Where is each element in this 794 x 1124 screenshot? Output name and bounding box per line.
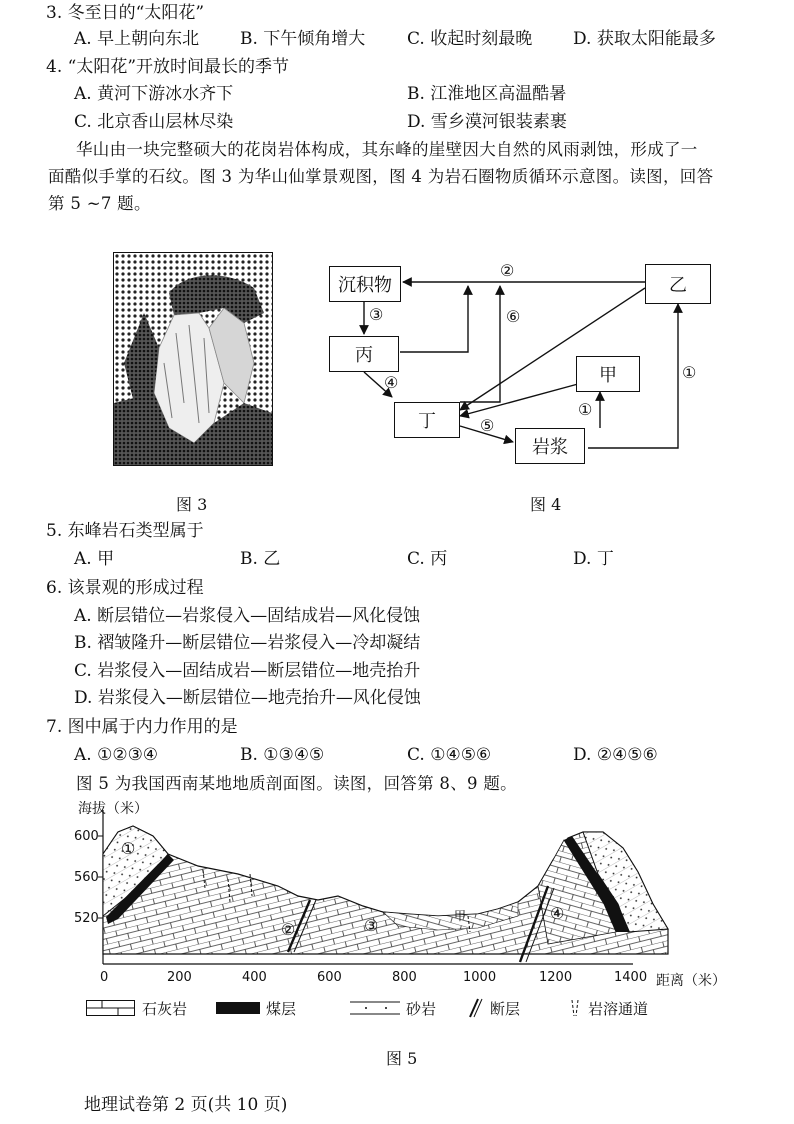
q4-option-d: D. 雪乡漠河银装素裹 xyxy=(407,112,567,132)
q5-option-c: C. 丙 xyxy=(407,549,448,569)
legend-sandstone-swatch xyxy=(350,1000,400,1016)
fig5-ytick-520: 520 xyxy=(74,911,99,926)
q3-option-c: C. 收起时刻最晚 xyxy=(407,29,533,49)
q6-stem: 6. 该景观的形成过程 xyxy=(46,578,204,598)
q7-option-c: C. ①④⑤⑥ xyxy=(407,745,492,765)
page-footer: 地理试卷第 2 页(共 10 页) xyxy=(84,1095,288,1115)
q7-option-b: B. ①③④⑤ xyxy=(240,745,325,765)
q5-option-d: D. 丁 xyxy=(573,549,614,569)
fig5-x-axis-label: 距离（米） xyxy=(656,973,726,989)
q5-option-b: B. 乙 xyxy=(240,549,281,569)
q5-option-a: A. 甲 xyxy=(74,549,115,569)
fig5-xtick-0: 0 xyxy=(100,970,109,985)
legend-karst-channel-label: 岩溶通道 xyxy=(588,1000,649,1018)
q5-stem: 5. 东峰岩石类型属于 xyxy=(46,521,204,541)
q3-option-a: A. 早上朝向东北 xyxy=(74,29,200,49)
fig5-xtick-400: 400 xyxy=(242,970,267,985)
fig5-xtick-800: 800 xyxy=(392,970,417,985)
box-yi: 乙 xyxy=(645,264,711,304)
box-sediment: 沉积物 xyxy=(329,266,401,302)
fig5-ytick-600: 600 xyxy=(74,829,99,844)
fig5-label-4: ④ xyxy=(550,904,565,923)
legend-limestone-label: 石灰岩 xyxy=(142,1000,188,1018)
q6-option-c: C. 岩浆侵入—固结成岩—断层错位—地壳抬升 xyxy=(74,661,421,681)
q7-stem: 7. 图中属于内力作用的是 xyxy=(46,717,238,737)
q4-option-c: C. 北京香山层林尽染 xyxy=(74,112,234,132)
fig5-label-3: ③ xyxy=(364,916,379,935)
q6-option-d: D. 岩浆侵入—断层错位—地壳抬升—风化侵蚀 xyxy=(74,688,421,708)
box-jia: 甲 xyxy=(576,356,640,392)
legend-fault-label: 断层 xyxy=(490,1000,521,1018)
q7-option-a: A. ①②③④ xyxy=(74,745,159,765)
intro-paragraph xyxy=(48,136,768,217)
figure-3-caption: 图 3 xyxy=(176,495,208,514)
legend-coal-swatch xyxy=(216,1002,260,1014)
q3-option-b: B. 下午倾角增大 xyxy=(240,29,366,49)
legend-limestone-swatch xyxy=(86,1000,136,1016)
legend-coal-label: 煤层 xyxy=(266,1000,297,1018)
profile-drawing xyxy=(78,804,748,994)
intro-line-1: 华山由一块完整硕大的花岗岩体构成，其东峰的崖壁因大自然的风雨剥蚀，形成了一 xyxy=(76,140,698,159)
arrow-label-3: ③ xyxy=(369,305,384,324)
intro-line-3: 第 5 ~7 题。 xyxy=(48,194,151,213)
fig5-xtick-1400: 1400 xyxy=(614,970,648,985)
fig5-y-axis-label: 海拔（米） xyxy=(78,801,148,817)
cliff-photo-image xyxy=(114,253,272,465)
figure-4-diagram xyxy=(320,252,740,472)
box-ding: 丁 xyxy=(394,402,460,438)
arrow-label-5: ⑤ xyxy=(480,416,495,435)
arrow-label-2: ② xyxy=(500,261,515,280)
fig5-xtick-200: 200 xyxy=(167,970,192,985)
fig5-legend xyxy=(86,996,756,1022)
fig5-ytick-560: 560 xyxy=(74,870,99,885)
q4-option-a: A. 黄河下游冰水齐下 xyxy=(74,84,234,104)
fig5-xtick-600: 600 xyxy=(317,970,342,985)
legend-fault-swatch xyxy=(466,998,486,1018)
box-bing: 丙 xyxy=(329,336,399,372)
intro-fig5: 图 5 为我国西南某地地质剖面图。读图，回答第 8、9 题。 xyxy=(76,774,517,793)
q3-stem: 3. 冬至日的“太阳花” xyxy=(46,3,205,23)
q6-option-b: B. 褶皱隆升—断层错位—岩浆侵入—冷却凝结 xyxy=(74,633,421,653)
fig5-label-2: ② xyxy=(281,920,296,939)
q7-option-d: D. ②④⑤⑥ xyxy=(573,745,658,765)
intro-line-2: 面酷似手掌的石纹。图 3 为华山仙掌景观图，图 4 为岩石圈物质循环示意图。读图，回答 xyxy=(48,167,714,186)
q3-option-d: D. 获取太阳能最多 xyxy=(573,29,716,49)
arrow-label-1-jia: ① xyxy=(578,400,593,419)
figure-4-caption: 图 4 xyxy=(530,495,562,514)
box-magma: 岩浆 xyxy=(515,428,585,464)
fig5-label-jia: 甲 xyxy=(454,909,467,923)
fig5-xtick-1000: 1000 xyxy=(463,970,497,985)
q4-option-b: B. 江淮地区高温酷暑 xyxy=(407,84,567,104)
legend-sandstone-label: 砂岩 xyxy=(406,1000,437,1018)
q4-stem: 4. “太阳花”开放时间最长的季节 xyxy=(46,57,290,77)
arrow-label-1-yi: ① xyxy=(682,363,697,382)
fig5-xtick-1200: 1200 xyxy=(539,970,573,985)
legend-karst-channel-swatch xyxy=(568,998,584,1018)
figure-5-caption: 图 5 xyxy=(386,1049,418,1068)
q6-option-a: A. 断层错位—岩浆侵入—固结成岩—风化侵蚀 xyxy=(74,606,421,626)
arrow-label-6: ⑥ xyxy=(506,307,521,326)
figure-5-profile xyxy=(74,801,748,994)
arrow-label-4: ④ xyxy=(384,373,399,392)
fig5-label-1: ① xyxy=(121,839,136,858)
figure-3-photo xyxy=(113,252,273,466)
